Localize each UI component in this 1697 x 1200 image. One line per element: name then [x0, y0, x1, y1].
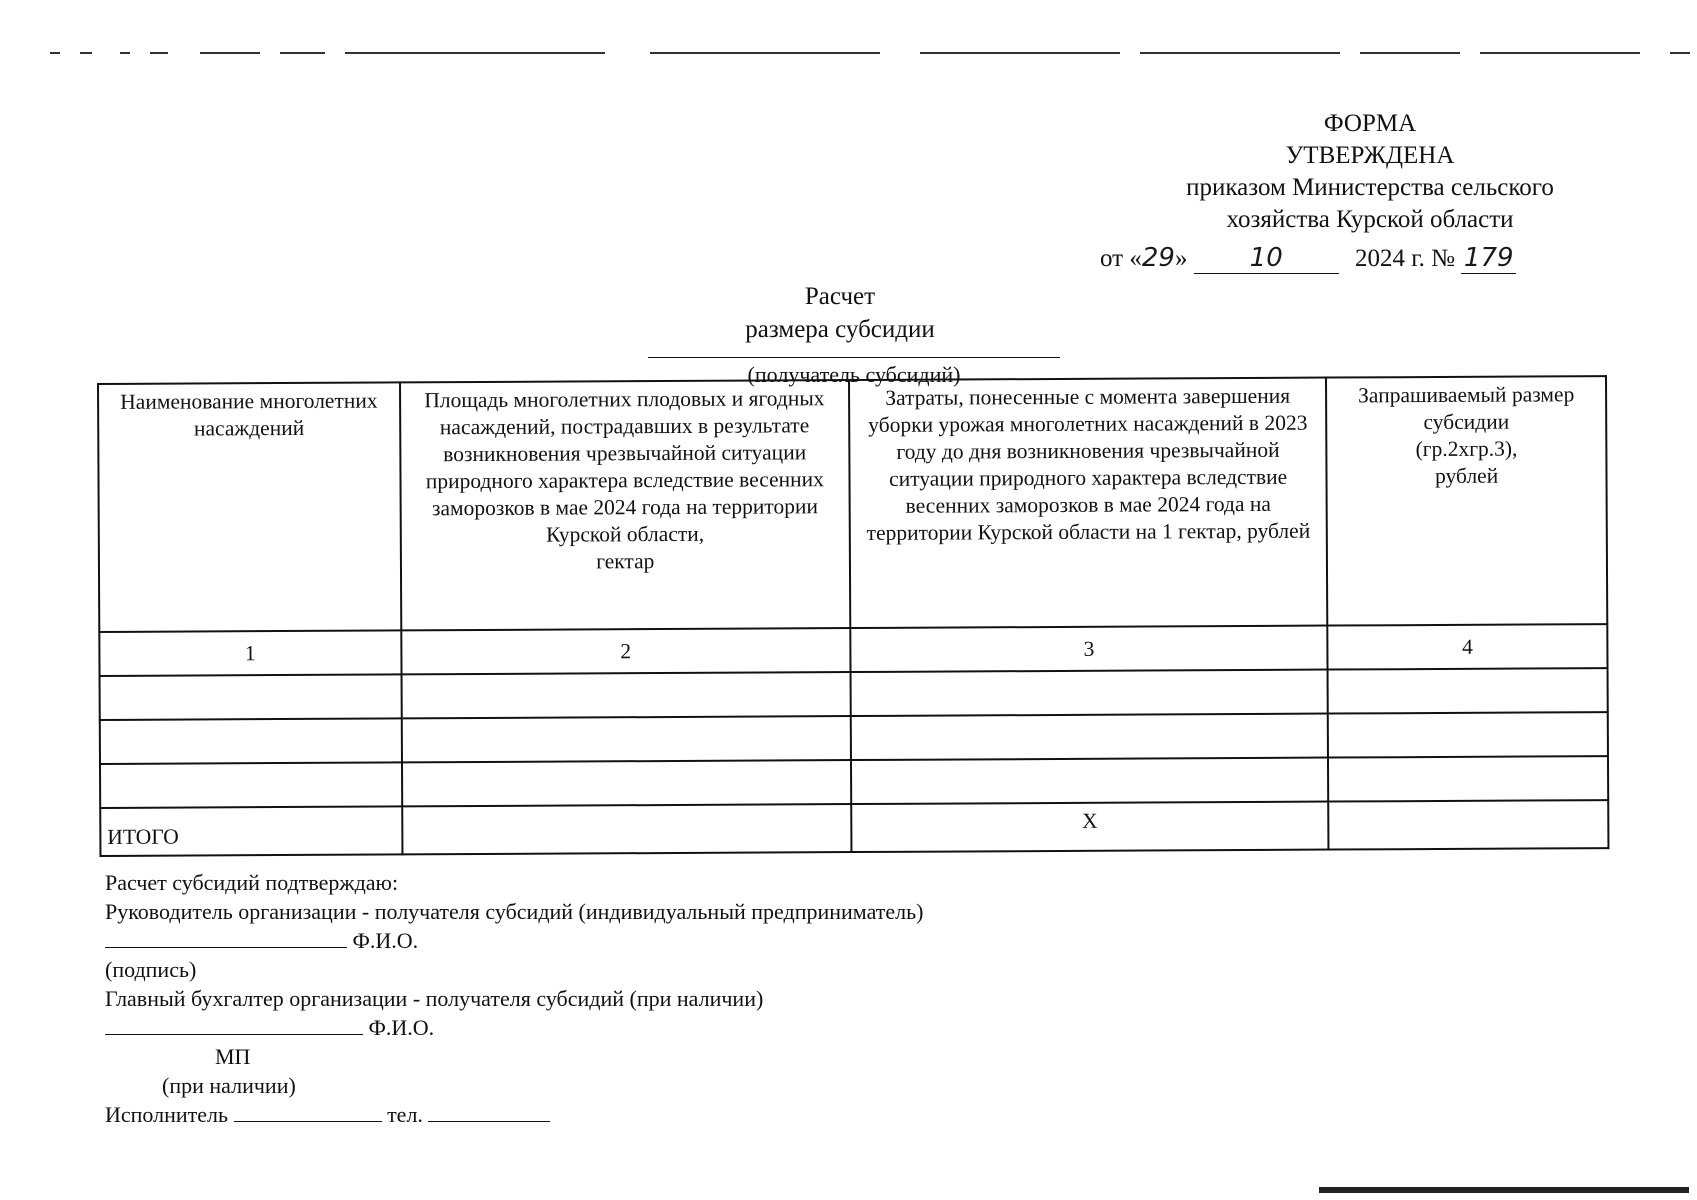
approval-form-title: ФОРМА [1323, 110, 1417, 137]
header-requested-subsidy-formula: (гр.2хгр.3), [1415, 436, 1518, 462]
executor-label: Исполнитель [105, 1102, 229, 1127]
title-line-1: Расчет [804, 283, 876, 310]
header-requested-subsidy-unit: рублей [1435, 463, 1499, 488]
total-subsidy-cell [1328, 800, 1608, 849]
scan-artifact-bottom [1319, 1187, 1689, 1193]
head-signature-field [105, 947, 347, 948]
order-year: 2024 г. № [1354, 245, 1455, 272]
header-damaged-area-text: Площадь многолетних плодовых и ягодных насаждений, пострадавших в результате возникновения чрезвычайной ситуации природного характера вследствие весенних заморозков в мае 2024 года на территории Курской области, [424, 386, 825, 547]
recipient-field-line [648, 357, 1060, 358]
executor-field [234, 1121, 382, 1122]
approval-approved: УТВЕРЖДЕНА [1285, 142, 1455, 169]
table-cell [401, 716, 851, 762]
column-number: 4 [1328, 624, 1608, 669]
header-damaged-area [400, 380, 851, 630]
executor-line [105, 1100, 923, 1129]
order-day-handwritten: 29 [1141, 243, 1175, 273]
head-fio: Ф.И.О. [352, 928, 419, 953]
order-number-handwritten: 179 [1461, 243, 1516, 274]
table-row [100, 668, 1608, 720]
table-cell [851, 670, 1328, 716]
accountant-signature-field [105, 1034, 363, 1035]
table-cell [100, 762, 402, 808]
table-cell [100, 718, 402, 764]
total-costs-cell: Х [851, 802, 1329, 852]
column-number: 2 [401, 628, 851, 674]
table-row [100, 756, 1608, 808]
head-of-org-label: Руководитель организации - получателя субсидий (индивидуальный предприниматель) [105, 899, 924, 924]
order-month-handwritten: 10 [1194, 243, 1339, 274]
column-number-row [99, 624, 1607, 676]
column-number: 1 [99, 630, 401, 676]
accountant-fio: Ф.И.О. [368, 1015, 435, 1040]
approval-stamp [1070, 108, 1670, 236]
title-line-2: размера субсидии [745, 316, 935, 343]
date-prefix: от « [1100, 245, 1142, 272]
approval-order-text: приказом Министерства сельского [1186, 174, 1554, 201]
table-cell [402, 760, 852, 806]
approval-ministry: хозяйства Курской области [1226, 206, 1514, 233]
header-costs-per-hectare: Затраты, понесенные с момента завершения уборки урожая многолетних насаждений в 2023 году до дня возникновения чрезвычайной ситуации природного характера вследствие весенних заморозков в мае 2024 года на территории Курской области на 1 гектар, рублей [849, 378, 1328, 628]
head-signature-line [105, 926, 923, 955]
table-cell [851, 758, 1328, 804]
total-area-cell [402, 804, 852, 854]
signature-caption: (подпись) [105, 957, 197, 982]
document-title [640, 280, 1040, 346]
table-cell [1328, 712, 1608, 757]
confirm-text: Расчет субсидий подтверждаю: [105, 870, 399, 895]
header-requested-subsidy-text: Запрашиваемый размер субсидии [1358, 382, 1575, 435]
column-number: 3 [850, 626, 1327, 672]
table-cell [1328, 668, 1608, 713]
subsidy-calculation-table [97, 375, 1609, 857]
table-cell [401, 672, 851, 718]
table-cell [100, 674, 402, 720]
recipient-caption: (получатель субсидий) [747, 362, 961, 387]
accountant-signature-line [105, 1013, 923, 1042]
table-cell [851, 714, 1328, 760]
table-row [100, 712, 1608, 764]
stamp-place: МП [215, 1044, 251, 1069]
scan-artifact-top [50, 52, 1690, 56]
date-close-quote: » [1174, 245, 1188, 272]
table-header-row [98, 376, 1607, 632]
table-cell [1328, 756, 1608, 801]
stamp-note: (при наличии) [162, 1073, 296, 1098]
chief-accountant-label: Главный бухгалтер организации - получателя субсидий (при наличии) [105, 986, 764, 1011]
header-plantings-name: Наименование многолетних насаждений [98, 382, 401, 632]
total-label: ИТОГО [100, 806, 402, 856]
total-row [100, 800, 1608, 856]
phone-field [428, 1121, 550, 1122]
header-damaged-area-unit: гектар [596, 549, 655, 574]
signature-block [105, 868, 923, 1129]
phone-label: тел. [387, 1102, 423, 1127]
order-date-line [1100, 243, 1516, 274]
header-requested-subsidy [1326, 376, 1607, 625]
